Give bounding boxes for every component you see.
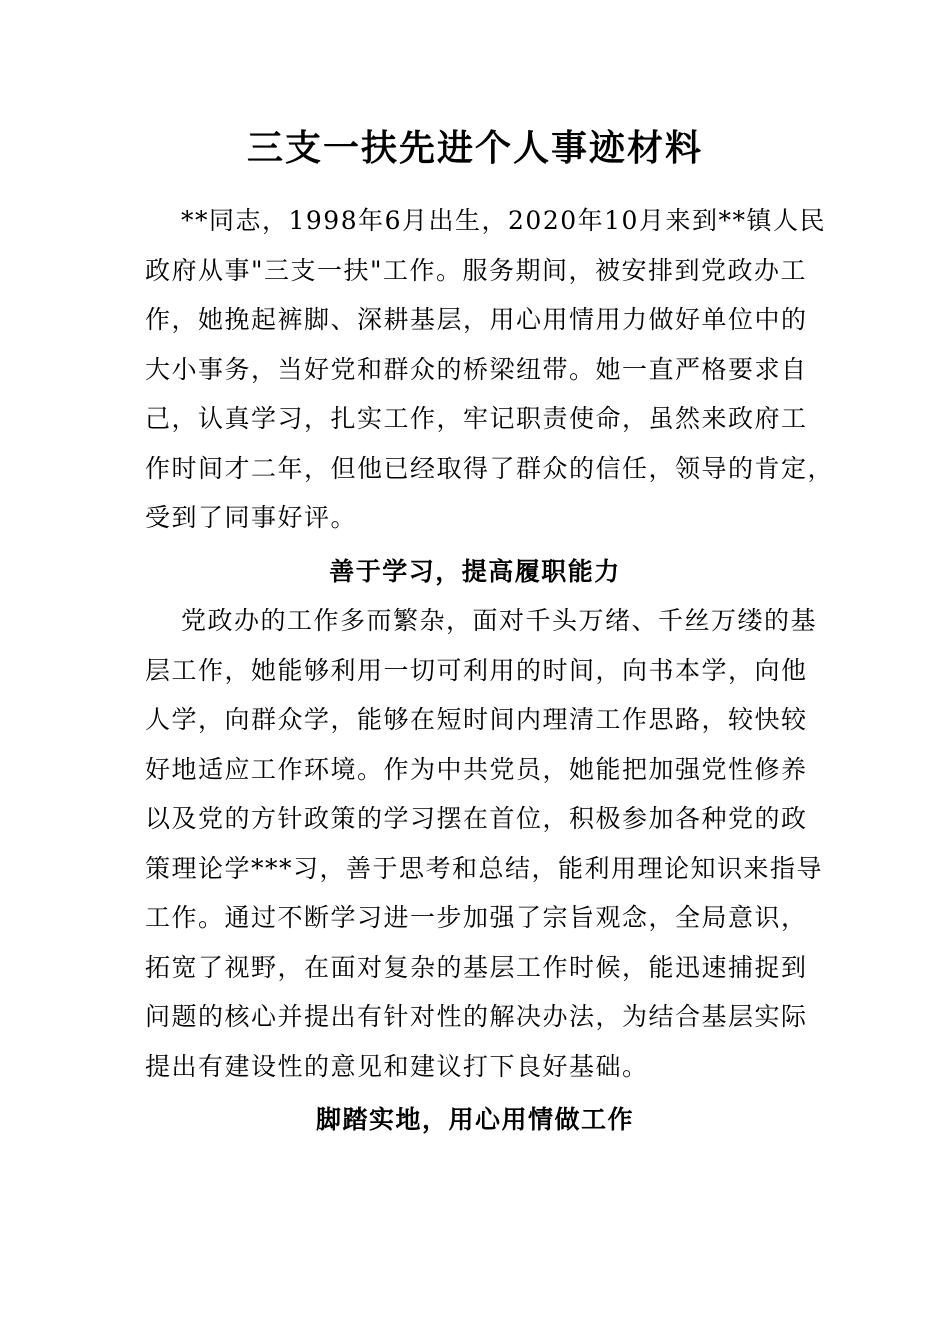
section-heading-practice: 脚踏实地，用心用情做工作	[315, 1105, 634, 1134]
paragraph-line: 己，认真学习，扎实工作，牢记职责使命，虽然来政府工	[145, 404, 808, 433]
section-heading-learning: 善于学习，提高履职能力	[329, 557, 621, 586]
paragraph-line: 人学，向群众学，能够在短时间内理清工作思路，较快较	[145, 705, 808, 734]
document-title: 三支一扶先进个人事迹材料	[246, 127, 703, 169]
paragraph-line: 大小事务，当好党和群众的桥梁纽带。她一直严格要求自	[145, 354, 808, 384]
paragraph-learning	[145, 596, 824, 1091]
paragraph-line: 提出有建设性的意见和建议打下良好基础。	[145, 1051, 649, 1081]
paragraph-line: 策理论学***习，善于思考和总结，能利用理论知识来指导	[145, 853, 824, 883]
paragraph-line: 党政办的工作多而繁杂，面对千头万绪、千丝万缕的基	[181, 606, 818, 635]
paragraph-line: 以及党的方针政策的学习摆在首位，积极参加各种党的政	[145, 804, 808, 833]
paragraph-line: 政府从事"三支一扶"工作。服务期间，被安排到党政办工	[145, 255, 808, 285]
paragraph-line: 问题的核心并提出有针对性的解决办法，为结合基层实际	[145, 1002, 808, 1031]
paragraph-line: 作，她挽起裤脚、深耕基层，用心用情用力做好单位中的	[145, 305, 808, 334]
paragraph-line: 拓宽了视野，在面对复杂的基层工作时候，能迅速捕捉到	[145, 952, 808, 982]
paragraph-line: 层工作，她能够利用一切可利用的时间，向书本学，向他	[145, 655, 808, 685]
paragraph-line: **同志，1998年6月出生，2020年10月来到**镇人民	[181, 206, 826, 235]
paragraph-line: 受到了同事好评。	[145, 503, 358, 532]
paragraph-line: 工作。通过不断学习进一步加强了宗旨观念，全局意识，	[145, 903, 808, 932]
paragraph-intro	[145, 196, 835, 543]
paragraph-line: 好地适应工作环境。作为中共党员，她能把加强党性修养	[145, 754, 808, 784]
paragraph-line: 作时间才二年，但他已经取得了群众的信任，领导的肯定，	[145, 453, 835, 483]
